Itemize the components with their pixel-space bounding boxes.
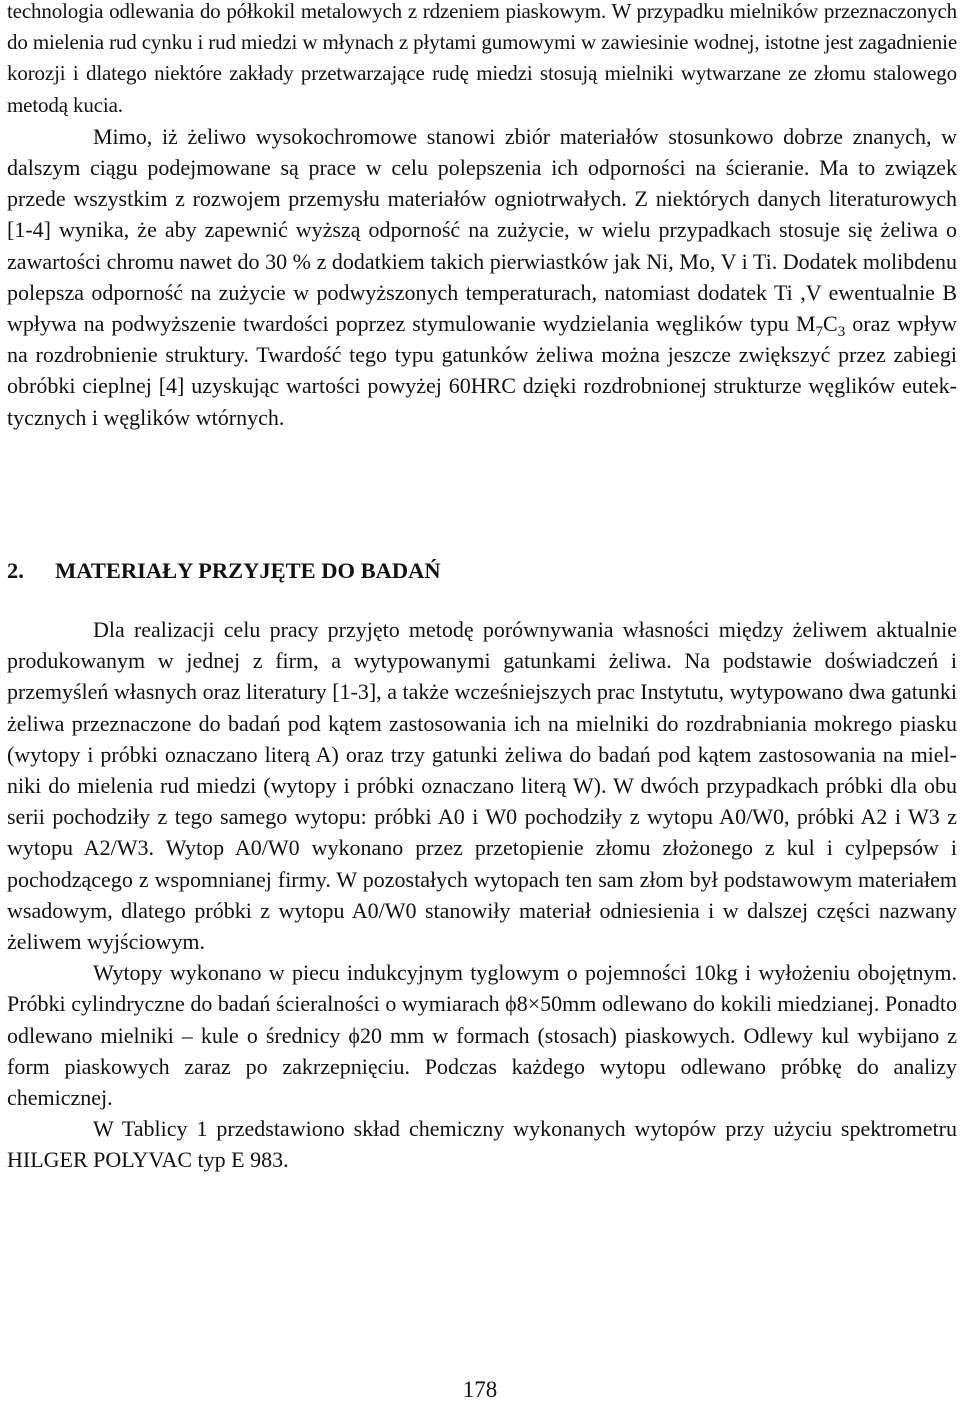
section-heading xyxy=(7,558,441,584)
section-title: MATERIAŁY PRZYJĘTE DO BADAŃ xyxy=(55,558,441,583)
paragraph-intro-continuation: technologia odlewania do półkokil metalowych z rdzeniem piaskowym. W przypadku mielników przeznaczonych do mielenia rud cynku i rud miedzi w młynach z płytami gumowymi w zawiesinie wodnej, istotne jest zagadnienie korozji i dlatego niektóre zakłady przetwarzające rudę miedzi stosują mielniki wytwarzane ze złomu stalowego metodą kucia. xyxy=(7,0,957,117)
section-number: 2. xyxy=(7,558,24,583)
document-page xyxy=(7,0,958,1173)
paragraph-high-chromium-iron xyxy=(7,121,957,433)
paragraph-text: Mimo, iż żeliwo wysokochromowe stanowi zbiór materiałów stosunkowo dobrze znanych, w dalszym ciągu podejmowane są prace w celu polepszenia ich odporności na ścieranie. Ma to związek przede wszystkim z rozwojem przemysłu materiałów ogniotrwałych. Z niektórych danych literaturowych [1-4] wynika, że aby zapewnić wyższą odporność na zużycie, w wielu przypadkach stosuje się żeliwa o zawartości chromu nawet do 30 % z dodatkiem takich pierwiastków jak Ni, Mo, V i Ti. Dodatek molibdenu polepsza odporność na zużycie w podwyższonych temperaturach, natomiast dodatek Ti ,V ewentualnie B wpływa na podwyższenie twardości poprzez stymulowanie wydzielania węglików typu xyxy=(7,123,957,337)
paragraph-text: oraz wpływ na rozdrobnienie struktury. Twardość tego typu gatunków żeliwa można jeszcze zwiększyć przez zabiegi obróbki cieplnej [4] uzyskując wartości powyżej 60HRC dzięki rozdrobnionej strukturze węglików eutektycznych i węglików wtórnych. xyxy=(7,311,958,430)
paragraph-melting: Wytopy wykonano w piecu indukcyjnym tyglowym o pojemności 10kg i wyłożeniu obojętnym. Próbki cylindryczne do badań ścieralności o wymiarach ϕ8×50mm odlewano do kokili miedzianej. Ponadto odlewano mielniki – kule o średnicy ϕ20 mm w formach (stosach) piaskowych. Odlewy kul wybijano z form piaskowych zaraz po zakrzepnięciu. Podczas każdego wytopu odlewano próbkę do analizy chemicznej. xyxy=(7,960,957,1111)
paragraph-methodology: Dla realizacji celu pracy przyjęto metodę porównywania własności między żeliwem aktualnie produkowanym w jednej z firm, a wytypowanymi gatunkami żeliwa. Na podstawie doświadczeń i przemyśleń własnych oraz literatury [1-3], a także wcześniejszych prac Instytutu, wytypowano dwa gatunki żeliwa przeznaczone do badań pod kątem zastosowania ich na mielniki do rozdrabniania mokrego piasku (wytopy i próbki oznaczano literą A) oraz trzy gatunki żeliwa do badań pod kątem zastosowania na mielniki do mielenia rud miedzi (wytopy i próbki oznaczano literą W). W dwóch przypadkach próbki dla obu serii pochodziły z tego samego wytopu: próbki A0 i W0 pochodziły z wytopu A0/W0, próbki A2 i W3 z wytopu A2/W3. Wytop A0/W0 wykonano przez przetopienie złomu złożonego z kul i cylpepsów i pochodzącego z wspomnianej firmy. W pozostałych wytopach ten sam złom był podstawowym materiałem wsadowym, dlatego próbki z wytopu A0/W0 stanowiły materiał odniesienia i w dalszej części nazwany żeliwem wyjściowym. xyxy=(7,617,957,955)
page-number: 178 xyxy=(462,1377,498,1402)
carbide-formula: $M_7C_3$ xyxy=(795,311,846,341)
subscript: 3 xyxy=(837,324,846,341)
section-body xyxy=(7,614,957,1176)
subscript: 7 xyxy=(815,324,824,341)
paragraph-table-reference: W Tablicy 1 przedstawiono skład chemiczny wykonanych wytopów przy użyciu spektrometru HILGER POLYVAC typ E 983. xyxy=(7,1116,957,1173)
